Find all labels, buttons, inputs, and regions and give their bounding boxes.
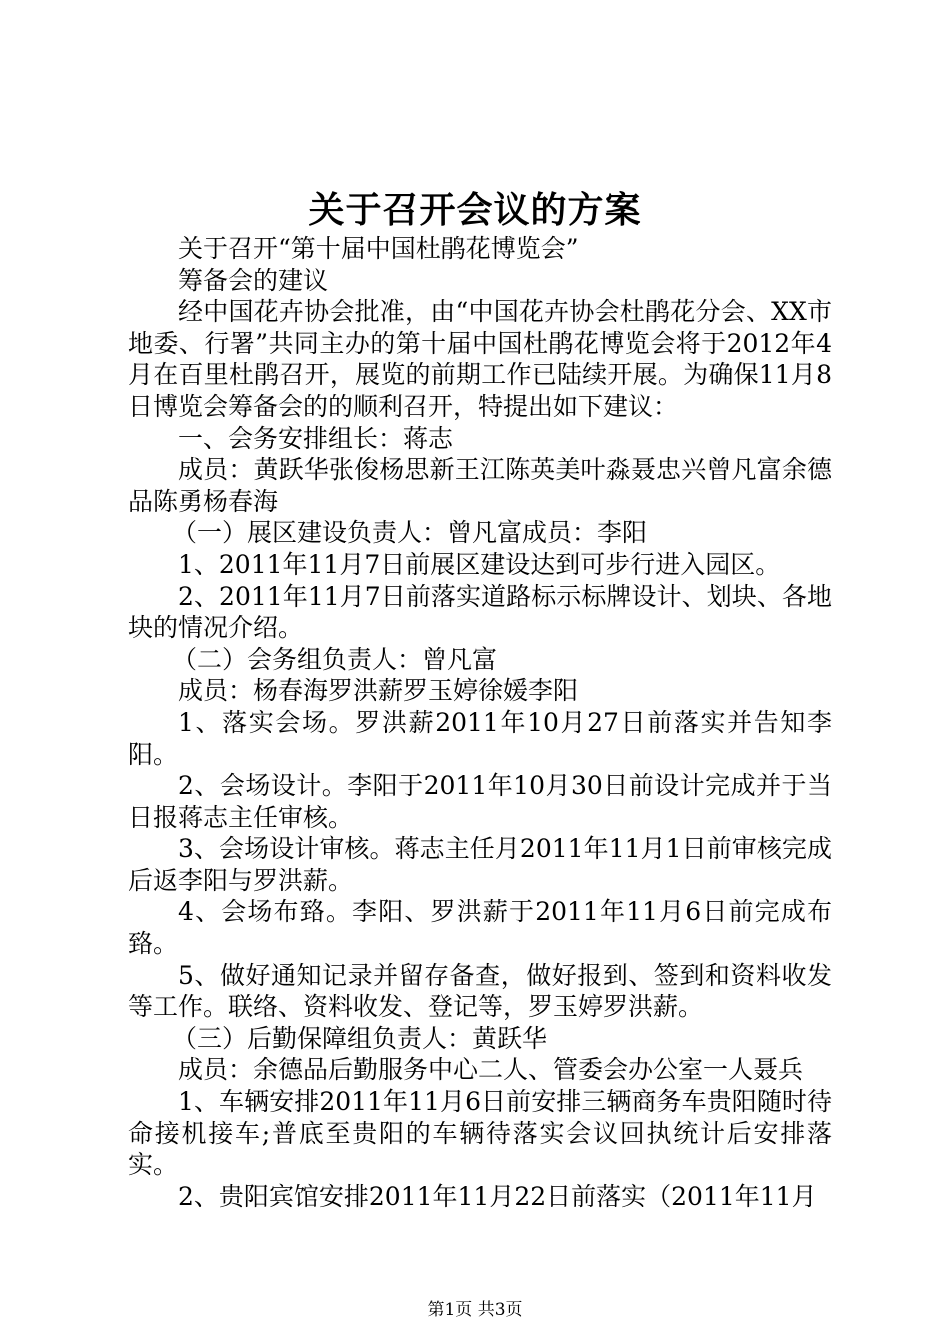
paragraph: 2、会场设计。李阳于2011年10月30日前设计完成并于当日报蒋志主任审核。: [128, 771, 832, 832]
page-number-footer: 第1页 共3页: [427, 1300, 523, 1320]
paragraph: （三）后勤保障组负责人：黄跃华: [172, 1023, 548, 1053]
document-body: [128, 233, 832, 1212]
paragraph: 3、会场设计审核。蒋志主任月2011年11月1日前审核完成后返李阳与罗洪薪。: [128, 834, 832, 895]
paragraph: 5、做好通知记录并留存备查，做好报到、签到和资料收发等工作。联络、资料收发、登记等，罗玉婷罗洪薪。: [128, 960, 832, 1022]
paragraph: 筹备会的建议: [178, 265, 329, 295]
paragraph: 关于召开“第十届中国杜鹃花博览会”: [178, 234, 579, 263]
document-title: 关于召开会议的方案: [308, 189, 642, 231]
paragraph: 1、车辆安排2011年11月6日前安排三辆商务车贵阳随时待命接机接车;普底至贵阳的车辆待落实会议回执统计后安排落实。: [128, 1087, 832, 1180]
paragraph: 成员：杨春海罗洪薪罗玉婷徐媛李阳: [178, 676, 579, 706]
paragraph: 一、会务安排组长：蒋志: [178, 423, 454, 453]
paragraph: 成员：余德品后勤服务中心二人、管委会办公室一人聂兵: [178, 1055, 804, 1085]
paragraph: 2、2011年11月7日前落实道路标示标牌设计、划块、各地块的情况介绍。: [128, 581, 832, 643]
paragraph: （二）会务组负责人：曾凡富: [172, 644, 498, 674]
paragraph: 成员：黄跃华张俊杨思新王江陈英美叶淼聂忠兴曾凡富余德品陈勇杨春海: [128, 455, 832, 516]
paragraph: （一）展区建设负责人：曾凡富成员：李阳: [172, 518, 648, 548]
paragraph: 1、2011年11月7日前展区建设达到可步行进入园区。: [178, 549, 781, 579]
paragraph: 2、贵阳宾馆安排2011年11月22日前落实（2011年11月: [178, 1181, 817, 1211]
paragraph: 4、会场布臵。李阳、罗洪薪于2011年11月6日前完成布臵。: [128, 897, 832, 959]
paragraph: 经中国花卉协会批准，由“中国花卉协会杜鹃花分会、XX市地委、行署”共同主办的第十届中国杜鹃花博览会将于2012年4月在百里杜鹃召开，展览的前期工作已陆续开展。为确保11月8日博览会筹备会的的顺利召开，特提出如下建议：: [128, 297, 832, 421]
paragraph: 1、落实会场。罗洪薪2011年10月27日前落实并告知李阳。: [128, 707, 832, 769]
